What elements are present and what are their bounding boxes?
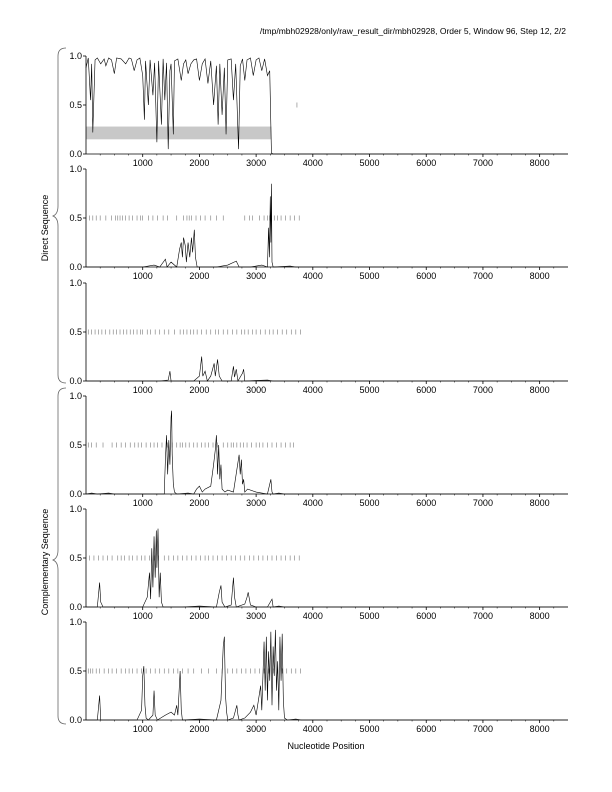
x-tick-label: 1000 <box>132 271 153 281</box>
panel-3 <box>69 278 568 395</box>
series-line <box>86 411 568 494</box>
x-tick-label: 1000 <box>132 385 153 395</box>
panel-1 <box>69 51 568 168</box>
group-label-complementary: Complementary Sequence <box>40 508 50 616</box>
x-tick-label: 5000 <box>359 498 380 508</box>
shaded-band <box>86 127 271 140</box>
x-tick-label: 6000 <box>416 611 437 621</box>
x-tick-label: 8000 <box>529 385 550 395</box>
x-tick-label: 1000 <box>132 158 153 168</box>
x-tick-label: 4000 <box>302 271 323 281</box>
series-line <box>86 184 568 267</box>
y-tick-label: 0.0 <box>69 715 82 725</box>
y-tick-label: 0.5 <box>69 553 82 563</box>
panel-6 <box>69 617 568 734</box>
x-tick-label: 3000 <box>246 385 267 395</box>
x-tick-label: 1000 <box>132 611 153 621</box>
x-tick-label: 4000 <box>302 498 323 508</box>
x-tick-label: 3000 <box>246 498 267 508</box>
x-tick-label: 6000 <box>416 158 437 168</box>
x-tick-label: 2000 <box>189 385 210 395</box>
y-tick-label: 0.5 <box>69 440 82 450</box>
x-tick-label: 5000 <box>359 611 380 621</box>
x-tick-label: 3000 <box>246 724 267 734</box>
x-tick-label: 5000 <box>359 158 380 168</box>
series-line <box>86 357 568 382</box>
x-tick-label: 5000 <box>359 724 380 734</box>
brace-direct <box>53 48 66 383</box>
x-tick-label: 7000 <box>472 385 493 395</box>
group-label-direct: Direct Sequence <box>40 194 50 262</box>
x-tick-label: 8000 <box>529 498 550 508</box>
x-tick-label: 6000 <box>416 498 437 508</box>
x-tick-label: 1000 <box>132 724 153 734</box>
x-tick-label: 4000 <box>302 158 323 168</box>
y-tick-label: 0.5 <box>69 666 82 676</box>
series-line <box>86 529 568 607</box>
x-tick-label: 1000 <box>132 498 153 508</box>
series-line <box>86 630 568 720</box>
x-tick-label: 5000 <box>359 385 380 395</box>
x-tick-label: 3000 <box>246 611 267 621</box>
x-tick-label: 7000 <box>472 158 493 168</box>
x-tick-label: 7000 <box>472 611 493 621</box>
panel-2 <box>69 164 568 281</box>
x-tick-label: 4000 <box>302 724 323 734</box>
x-tick-label: 7000 <box>472 271 493 281</box>
x-tick-label: 8000 <box>529 271 550 281</box>
x-tick-label: 7000 <box>472 724 493 734</box>
x-tick-label: 6000 <box>416 271 437 281</box>
x-tick-label: 8000 <box>529 724 550 734</box>
x-tick-label: 6000 <box>416 724 437 734</box>
x-tick-label: 2000 <box>189 158 210 168</box>
x-tick-label: 2000 <box>189 498 210 508</box>
x-tick-label: 3000 <box>246 271 267 281</box>
x-tick-label: 7000 <box>472 498 493 508</box>
x-tick-label: 6000 <box>416 385 437 395</box>
y-tick-label: 1.0 <box>69 164 82 174</box>
x-tick-label: 5000 <box>359 271 380 281</box>
x-tick-label: 8000 <box>529 611 550 621</box>
y-tick-label: 1.0 <box>69 504 82 514</box>
x-tick-label: 2000 <box>189 724 210 734</box>
x-tick-label: 4000 <box>302 611 323 621</box>
y-tick-label: 1.0 <box>69 391 82 401</box>
figure-title: /tmp/mbh02928/only/raw_result_dir/mbh02928, Order 5, Window 96, Step 12, 2/2 <box>259 26 566 36</box>
x-tick-label: 2000 <box>189 271 210 281</box>
y-tick-label: 1.0 <box>69 278 82 288</box>
panel-4 <box>69 391 568 508</box>
y-tick-label: 1.0 <box>69 51 82 61</box>
y-tick-label: 0.0 <box>69 602 82 612</box>
x-tick-label: 2000 <box>189 611 210 621</box>
x-tick-label: 4000 <box>302 385 323 395</box>
y-tick-label: 0.0 <box>69 262 82 272</box>
x-tick-label: 8000 <box>529 158 550 168</box>
y-tick-label: 0.0 <box>69 149 82 159</box>
panel-5 <box>69 504 568 621</box>
series-line <box>86 58 568 154</box>
y-tick-label: 0.5 <box>69 213 82 223</box>
y-tick-label: 0.0 <box>69 376 82 386</box>
y-tick-label: 1.0 <box>69 617 82 627</box>
x-axis-label: Nucleotide Position <box>287 741 365 751</box>
y-tick-label: 0.5 <box>69 100 82 110</box>
y-tick-label: 0.5 <box>69 327 82 337</box>
y-tick-label: 0.0 <box>69 489 82 499</box>
brace-complementary <box>53 388 66 724</box>
x-tick-label: 3000 <box>246 158 267 168</box>
panels-container <box>69 51 568 734</box>
